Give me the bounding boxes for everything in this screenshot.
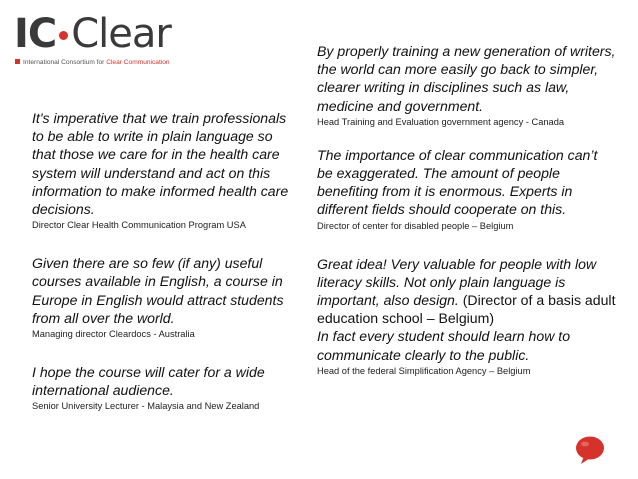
logo-wordmark [14,11,171,57]
testimonial-quote [317,255,617,328]
testimonial-quote: It's imperative that we train professionals to be able to write in plain language so that those we care for in the health care system will understand and act on this information to make informed health care decisions. [32,110,289,218]
logo-square-icon [15,59,20,64]
logo-tagline-highlight: Clear Communication [106,59,170,66]
testimonial [317,255,617,378]
testimonial-attribution: Head of the federal Simplification Agency – Belgium [317,365,531,376]
testimonial-attribution: Director of center for disabled people – Belgium [317,220,514,231]
logo-dot [59,31,68,40]
testimonial-quote-followup: In fact every student should learn how to communicate clearly to the public. [317,328,571,363]
speech-bubble-icon [575,435,605,465]
logo-clear-text: Clear [71,11,171,57]
left-column [32,109,294,413]
testimonial-attribution: Head Training and Evaluation government agency - Canada [317,116,565,127]
testimonial [32,363,294,413]
testimonial-quote: I hope the course will cater for a wide international audience. [32,364,265,399]
logo-tagline [15,59,170,67]
testimonial [317,42,617,129]
testimonial [32,109,294,232]
testimonial [317,146,617,233]
logo-ic-text: IC [14,11,57,57]
testimonial-quote: Given there are so few (if any) useful courses available in English, a course in Europe in English would attract students from all over the world. [32,255,284,326]
testimonial-quote: By properly training a new generation of writers, the world can more easily go back to simpler, clearer writing in disciplines such as law, medicine and government. [317,43,616,114]
right-column [317,42,617,378]
inline-attribution: (Director of a basis adult education school – Belgium) [317,292,616,327]
testimonial-attribution: Managing director Cleardocs - Australia [32,329,195,340]
logo-tagline-prefix: International Consortium for [23,59,107,66]
testimonial [32,254,294,341]
testimonial-attribution: Senior University Lecturer - Malaysia and New Zealand [32,401,260,412]
testimonial-quote-text: Great idea! Very valuable for people with low literacy skills. Not only plain language is important, also design. [317,255,597,309]
testimonial-quote: The importance of clear communication can’t be exaggerated. The amount of people benefiting from it is enormous. Experts in different fields should cooperate on this. [317,146,598,218]
testimonial-attribution: Director Clear Health Communication Program USA [32,220,246,231]
logo [14,11,204,70]
